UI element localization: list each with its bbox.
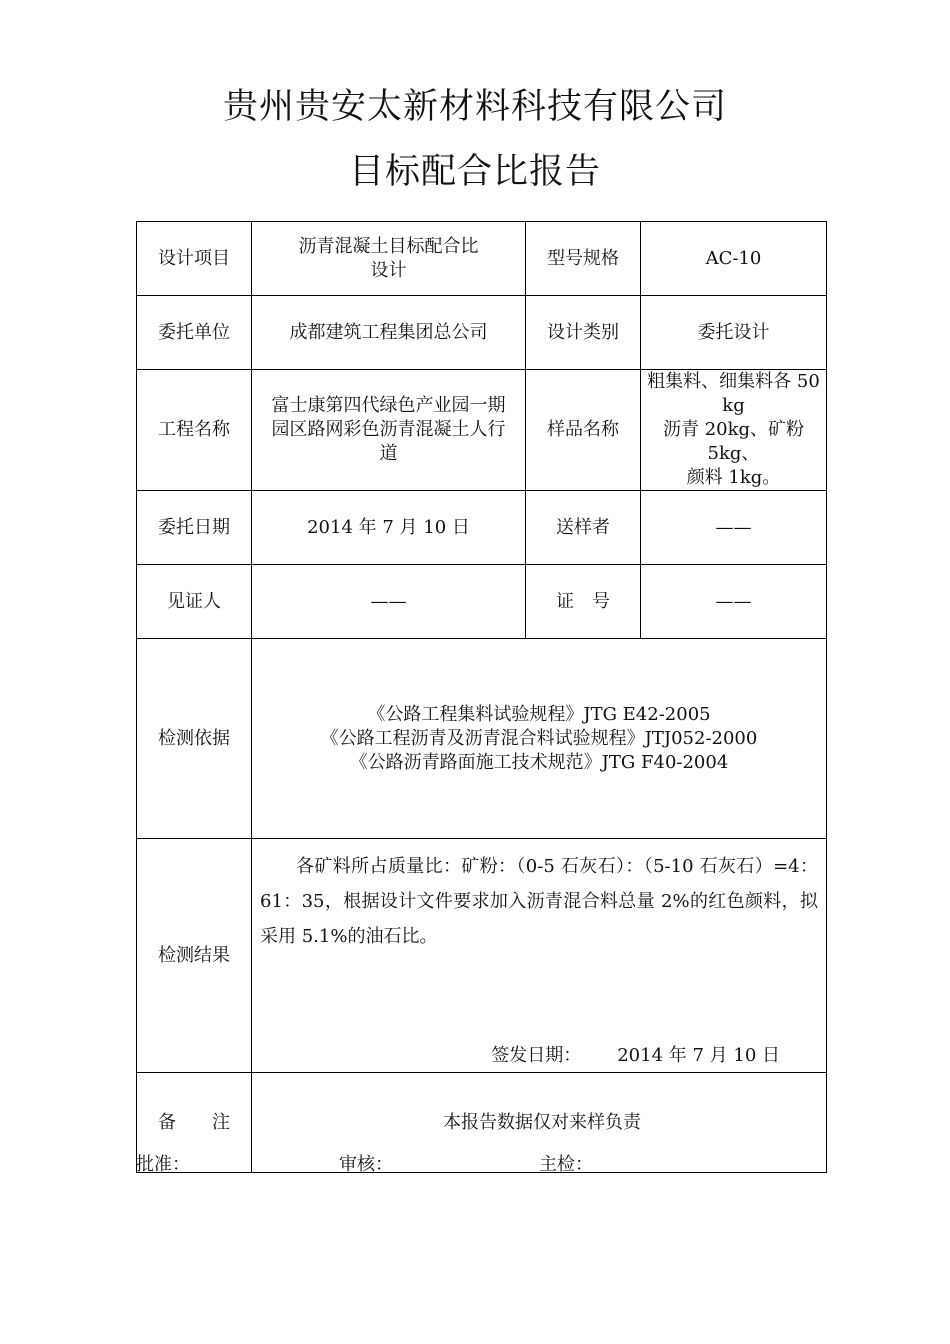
value-client: 成都建筑工程集团总公司 [252, 296, 526, 370]
value-certificate-no: —— [641, 565, 827, 639]
value-sender: —— [641, 491, 827, 565]
label-sender: 送样者 [526, 491, 641, 565]
value-sample-name [641, 370, 827, 491]
value-witness: —— [252, 565, 526, 639]
label-design-item: 设计项目 [137, 222, 252, 296]
label-remark: 备 注 [137, 1073, 252, 1173]
table-row [137, 222, 827, 296]
table-row [137, 639, 827, 839]
company-name: 贵州贵安太新材料科技有限公司 [222, 87, 727, 127]
table-row [137, 839, 827, 1073]
document-title: 目标配合比报告 [348, 152, 601, 192]
value-model-spec: AC-10 [641, 222, 827, 296]
label-witness: 见证人 [137, 565, 252, 639]
basis-line: 《公路工程集料试验规程》JTG E42-2005 [367, 703, 711, 725]
table-row [137, 296, 827, 370]
value-test-result [252, 839, 827, 1073]
value-line: 富士康第四代绿色产业园一期 [271, 395, 506, 416]
inspect-label: 主检： [539, 1154, 593, 1175]
value-line: 沥青混凝土目标配合比 [298, 235, 479, 257]
label-test-basis: 检测依据 [137, 639, 252, 839]
value-remark: 本报告数据仅对来样负责 [252, 1073, 827, 1173]
signature-row [136, 1150, 826, 1174]
table-row [137, 565, 827, 639]
label-commission-date: 委托日期 [137, 491, 252, 565]
label-model-spec: 型号规格 [526, 222, 641, 296]
value-line: 沥青 20kg、矿粉 5kg、 [662, 419, 805, 464]
label-design-type: 设计类别 [526, 296, 641, 370]
review-label: 审核： [339, 1154, 393, 1175]
value-line: 颜料 1kg。 [686, 467, 781, 488]
value-commission-date: 2014 年 7 月 10 日 [252, 491, 526, 565]
value-line: 道 [379, 443, 398, 464]
value-line: 园区路网彩色沥青混凝土人行 [271, 419, 506, 440]
value-line: 设计 [370, 259, 407, 281]
table-row [137, 491, 827, 565]
value-design-type: 委托设计 [641, 296, 827, 370]
value-design-item [252, 222, 526, 296]
approve-label: 批准： [136, 1154, 190, 1175]
issue-date-value: 2014 年 7 月 10 日 [617, 1045, 780, 1066]
basis-line: 《公路沥青路面施工技术规范》JTG F40-2004 [349, 751, 729, 773]
label-test-result: 检测结果 [137, 839, 252, 1073]
table-row [137, 370, 827, 491]
basis-line: 《公路工程沥青及沥青混合料试验规程》JTJ052-2000 [320, 727, 758, 749]
label-client: 委托单位 [137, 296, 252, 370]
label-project-name: 工程名称 [137, 370, 252, 491]
value-project-name [252, 370, 526, 491]
label-certificate-no: 证 号 [526, 565, 641, 639]
label-sample-name: 样品名称 [526, 370, 641, 491]
value-line: 粗集料、细集料各 50 kg [647, 371, 820, 416]
report-table [136, 221, 827, 1173]
issue-date-label: 签发日期： [491, 1045, 582, 1066]
result-text: 各矿料所占质量比：矿粉：（0-5 石灰石）：（5-10 石灰石）=4：61：35，根据设计文件要求加入沥青混合料总量 2%的红色颜料，拟采用 5.1%的油石比。 [260, 856, 818, 947]
issue-date [491, 1044, 780, 1068]
value-test-basis [252, 639, 827, 839]
